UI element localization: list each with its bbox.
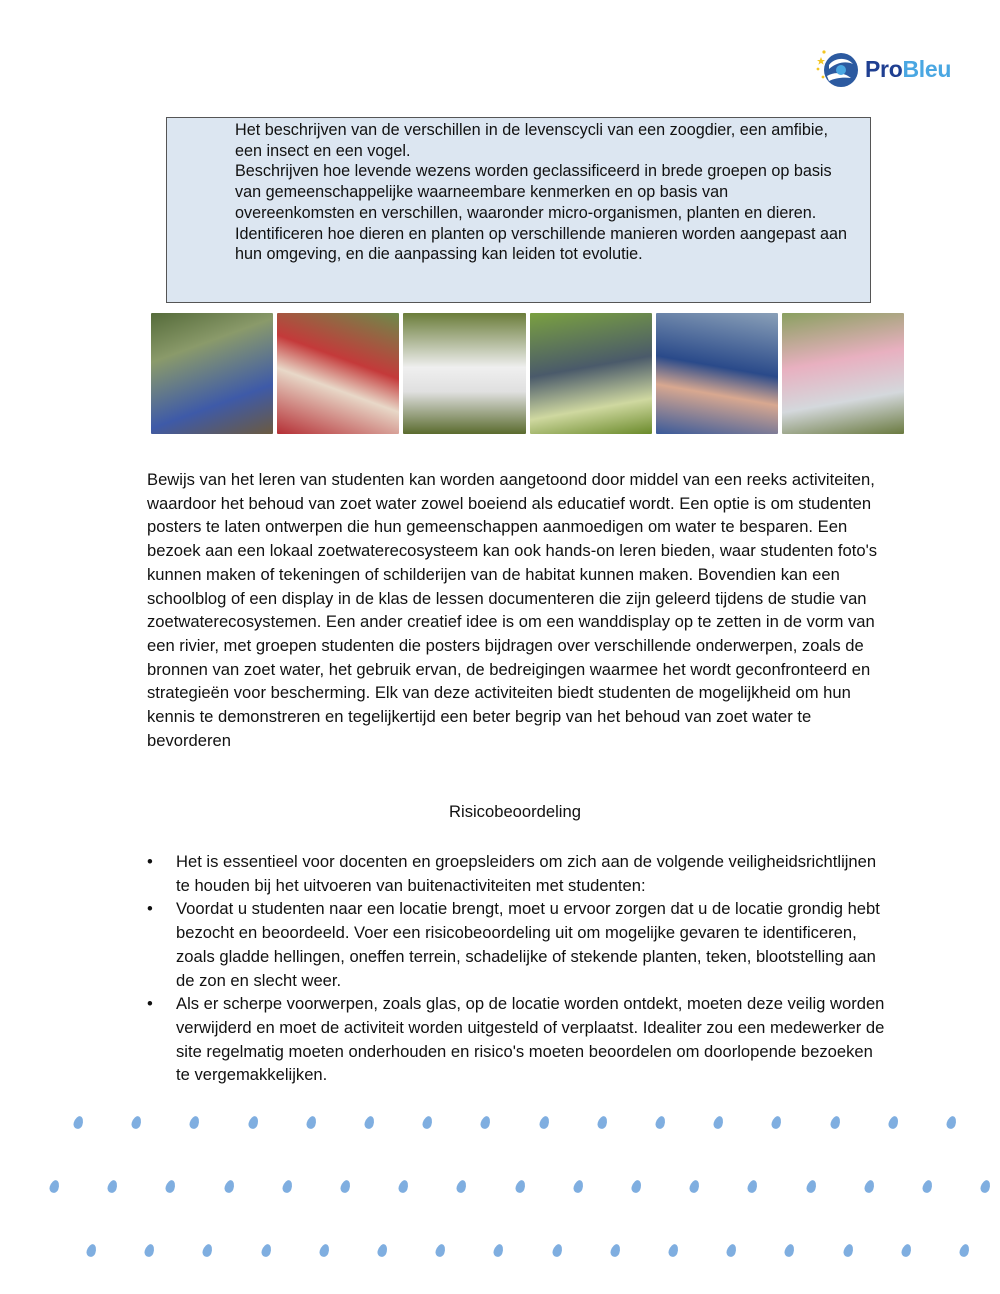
water-drop-icon: [247, 1115, 260, 1130]
water-drop-icon: [921, 1179, 934, 1194]
water-drop-icon: [887, 1115, 900, 1130]
water-drop-icon: [572, 1179, 585, 1194]
water-drop-icon: [202, 1243, 215, 1258]
water-drop-icon: [318, 1243, 331, 1258]
water-drop-icon: [514, 1179, 527, 1194]
water-drop-icon: [747, 1179, 760, 1194]
water-drop-icon: [48, 1179, 61, 1194]
water-drop-icon: [165, 1179, 178, 1194]
water-drop-icon: [72, 1115, 85, 1130]
water-drop-icon: [829, 1115, 842, 1130]
water-drop-icon: [538, 1115, 551, 1130]
probleu-globe-icon: [815, 47, 863, 91]
water-drop-icon: [480, 1115, 493, 1130]
water-drop-icon: [130, 1115, 143, 1130]
bullet-marker: •: [147, 994, 153, 1014]
water-drop-icon: [421, 1115, 434, 1130]
bullet-marker: •: [147, 852, 153, 871]
photo-girls-kneeling: [277, 313, 399, 434]
water-drop-icon: [85, 1243, 98, 1258]
water-drop-icon: [551, 1243, 564, 1258]
logo-wordmark: ProBleu: [865, 55, 952, 82]
water-drop-icon: [842, 1243, 855, 1258]
list-item: [147, 897, 887, 992]
water-drop-icon: [630, 1179, 643, 1194]
objective-line: Identificeren hoe dieren en planten op verschillende manieren worden aangepast aan hun omgeving, en die aanpassing kan leiden tot evolutie.: [235, 224, 847, 264]
water-drop-icon: [771, 1115, 784, 1130]
water-drop-icon: [609, 1243, 622, 1258]
objective-line: Beschrijven hoe levende wezens worden geclassificeerd in brede groepen op basis van gemeenschappelijke waarneembare kenmerken en op basis van overeenkomsten en verschillen, waaronder micro-organismen, planten en dieren.: [235, 162, 832, 222]
bullet-marker: •: [147, 899, 153, 919]
section-heading: Risicobeoordeling: [449, 802, 581, 821]
water-drop-icon: [958, 1243, 971, 1258]
water-drop-icon: [456, 1179, 469, 1194]
photo-group-pointing: [656, 313, 778, 434]
water-drop-icon: [725, 1243, 738, 1258]
water-drop-icon: [863, 1179, 876, 1194]
water-drop-pattern: [0, 1100, 1000, 1294]
bullet-text: Voordat u studenten naar een locatie brengt, moet u ervoor zorgen dat u de locatie grondig hebt bezocht en beoordeeld. Voer een risicobeoordeling uit om mogelijke gevaren te identificeren, zoals gladde hellingen, oneffen terrein, schadelijke of stekende planten, teken, blootstelling aan de zon en slecht weer.: [176, 899, 880, 990]
water-drop-icon: [979, 1179, 992, 1194]
water-drop-icon: [654, 1115, 667, 1130]
water-drop-icon: [712, 1115, 725, 1130]
body-paragraph: Bewijs van het leren van studenten kan worden aangetoond door middel van een reeks activiteiten, waardoor het behoud van zoet water zowel boeiend als educatief wordt. Een optie is om studenten posters te laten ontwerpen die hun gemeenschappen aanmoedigen om water te besparen. Een bezoek aan een lokaal zoetwaterecosysteem kan ook hands-on leren bieden, waar studenten foto's kunnen maken of tekeningen of schilderijen van de habitat kunnen maken. Bovendien kan een schoolblog of een display in de klas de lessen documenteren die zijn geleerd tijdens de studie van zoetwaterecosystemen. Een ander creatief idee is om een wanddisplay op te zetten in de vorm van een rivier, met groepen studenten die posters bijdragen over verschillende onderwerpen, zoals de bronnen van zoet water, het gebruik ervan, de bedreigingen waarmee het wordt geconfronteerd en strategieën voor bescherming. Elk van deze activiteiten biedt studenten de mogelijkheid om hun kennis te demonstreren en tegelijkertijd een beter begrip van het behoud van zoet water te bevorderen: [147, 470, 878, 750]
water-drop-icon: [667, 1243, 680, 1258]
water-drop-icon: [106, 1179, 119, 1194]
water-drop-icon: [260, 1243, 273, 1258]
list-item: [147, 992, 887, 1087]
photo-strip: [151, 313, 904, 434]
photo-woman-in-meadow: [530, 313, 652, 434]
water-drop-icon: [900, 1243, 913, 1258]
water-drop-icon: [223, 1179, 236, 1194]
bullet-text: Als er scherpe voorwerpen, zoals glas, op de locatie worden ontdekt, moeten deze veilig worden verwijderd en moet de activiteit worden uitgesteld of verplaatst. Idealiter zou een medewerker de site regelmatig moeten onderhouden en risico's moeten beoordelen om doorlopende bezoeken te vergemakkelijken.: [176, 994, 885, 1085]
water-drop-icon: [434, 1243, 447, 1258]
water-drop-icon: [376, 1243, 389, 1258]
photo-boy-holding-creature: [403, 313, 525, 434]
water-drop-icon: [805, 1179, 818, 1194]
list-item: [147, 850, 887, 897]
learning-objectives-box: [166, 117, 871, 303]
water-drop-icon: [339, 1179, 352, 1194]
water-drop-icon: [363, 1115, 376, 1130]
water-drop-icon: [688, 1179, 701, 1194]
water-drop-icon: [945, 1115, 958, 1130]
water-drop-icon: [397, 1179, 410, 1194]
water-drop-icon: [596, 1115, 609, 1130]
bullet-text: Het is essentieel voor docenten en groepsleiders om zich aan de volgende veiligheidsrichtlijnen te houden bij het uitvoeren van buitenactiviteiten met studenten:: [176, 852, 877, 895]
water-drop-icon: [143, 1243, 156, 1258]
photo-hands-worm: [151, 313, 273, 434]
water-drop-icon: [189, 1115, 202, 1130]
objective-line: Het beschrijven van de verschillen in de levenscycli van een zoogdier, een amfibie, een insect en een vogel.: [235, 121, 828, 160]
water-drop-icon: [281, 1179, 294, 1194]
photo-girl-with-jar: [782, 313, 904, 434]
water-drop-icon: [305, 1115, 318, 1130]
risk-bullet-list: [147, 850, 887, 1087]
probleu-logo: [815, 47, 965, 91]
water-drop-icon: [784, 1243, 797, 1258]
water-drop-icon: [493, 1243, 506, 1258]
